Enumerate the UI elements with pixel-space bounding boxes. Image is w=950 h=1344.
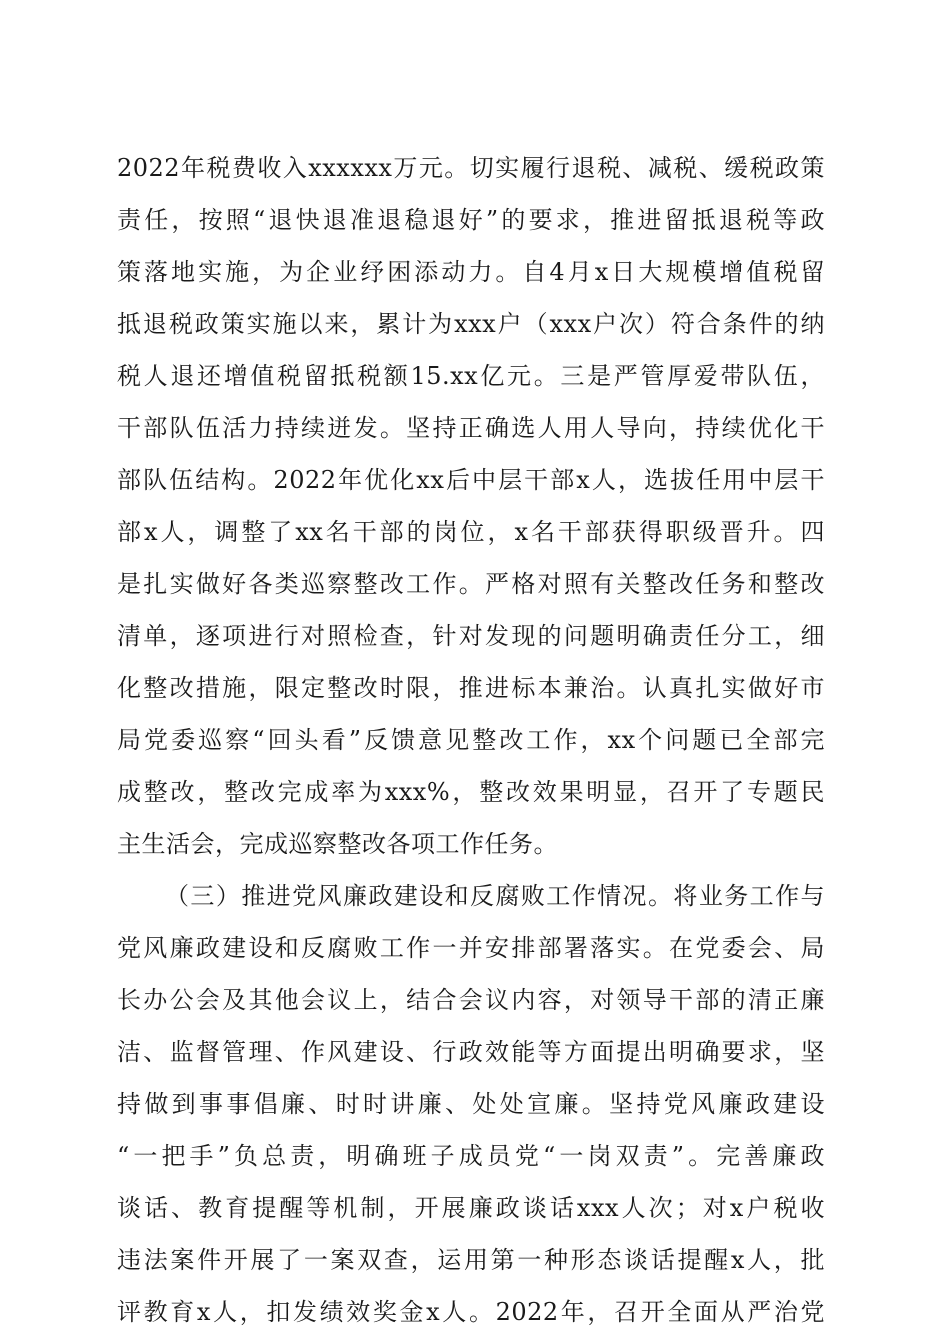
text-line: 部队伍结构。2022年优化xx后中层干部x人，选拔任用中层干 (117, 466, 825, 494)
text-line: 责任，按照“退快退准退稳退好”的要求，推进留抵退税等政 (117, 206, 825, 234)
text-line: 局党委巡察“回头看”反馈意见整改工作，xx个问题已全部完 (117, 726, 825, 754)
text-line: 税人退还增值税留抵税额15.xx亿元。三是严管厚爱带队伍， (117, 362, 825, 390)
text-line: 违法案件开展了一案双查，运用第一种形态谈话提醒x人，批 (117, 1246, 825, 1274)
text-line: 清单，逐项进行对照检查，针对发现的问题明确责任分工，细 (117, 622, 825, 650)
paragraph-1 (117, 142, 825, 870)
text-line: 2022年税费收入xxxxxx万元。切实履行退税、减税、缓税政策 (117, 154, 825, 182)
text-line: 是扎实做好各类巡察整改工作。严格对照有关整改任务和整改 (117, 570, 825, 598)
text-line: 持做到事事倡廉、时时讲廉、处处宣廉。坚持党风廉政建设 (117, 1090, 825, 1118)
text-line: “一把手”负总责，明确班子成员党“一岗双责”。完善廉政 (117, 1142, 825, 1170)
text-line: 化整改措施，限定整改时限，推进标本兼治。认真扎实做好市 (117, 674, 825, 702)
text-line: 党风廉政建设和反腐败工作一并安排部署落实。在党委会、局 (117, 934, 825, 962)
text-line: 策落地实施，为企业纾困添动力。自4月x日大规模增值税留 (117, 258, 825, 286)
text-line: 主生活会，完成巡察整改各项工作任务。 (117, 830, 558, 858)
paragraph-2 (117, 870, 825, 1338)
text-line: 评教育x人，扣发绩效奖金x人。2022年，召开全面从严治党 (117, 1298, 825, 1326)
document-page (117, 142, 825, 1338)
text-line: 洁、监督管理、作风建设、行政效能等方面提出明确要求，坚 (117, 1038, 825, 1066)
section-heading-line: （三）推进党风廉政建设和反腐败工作情况。将业务工作与 (165, 882, 825, 910)
text-line: 抵退税政策实施以来，累计为xxx户（xxx户次）符合条件的纳 (117, 310, 825, 338)
text-line: 谈话、教育提醒等机制，开展廉政谈话xxx人次；对x户税收 (117, 1194, 825, 1222)
text-line: 干部队伍活力持续迸发。坚持正确选人用人导向，持续优化干 (117, 414, 825, 442)
text-line: 长办公会及其他会议上，结合会议内容，对领导干部的清正廉 (117, 986, 825, 1014)
text-line: 部x人，调整了xx名干部的岗位，x名干部获得职级晋升。四 (117, 518, 825, 546)
text-line: 成整改，整改完成率为xxx%，整改效果明显，召开了专题民 (117, 778, 825, 806)
